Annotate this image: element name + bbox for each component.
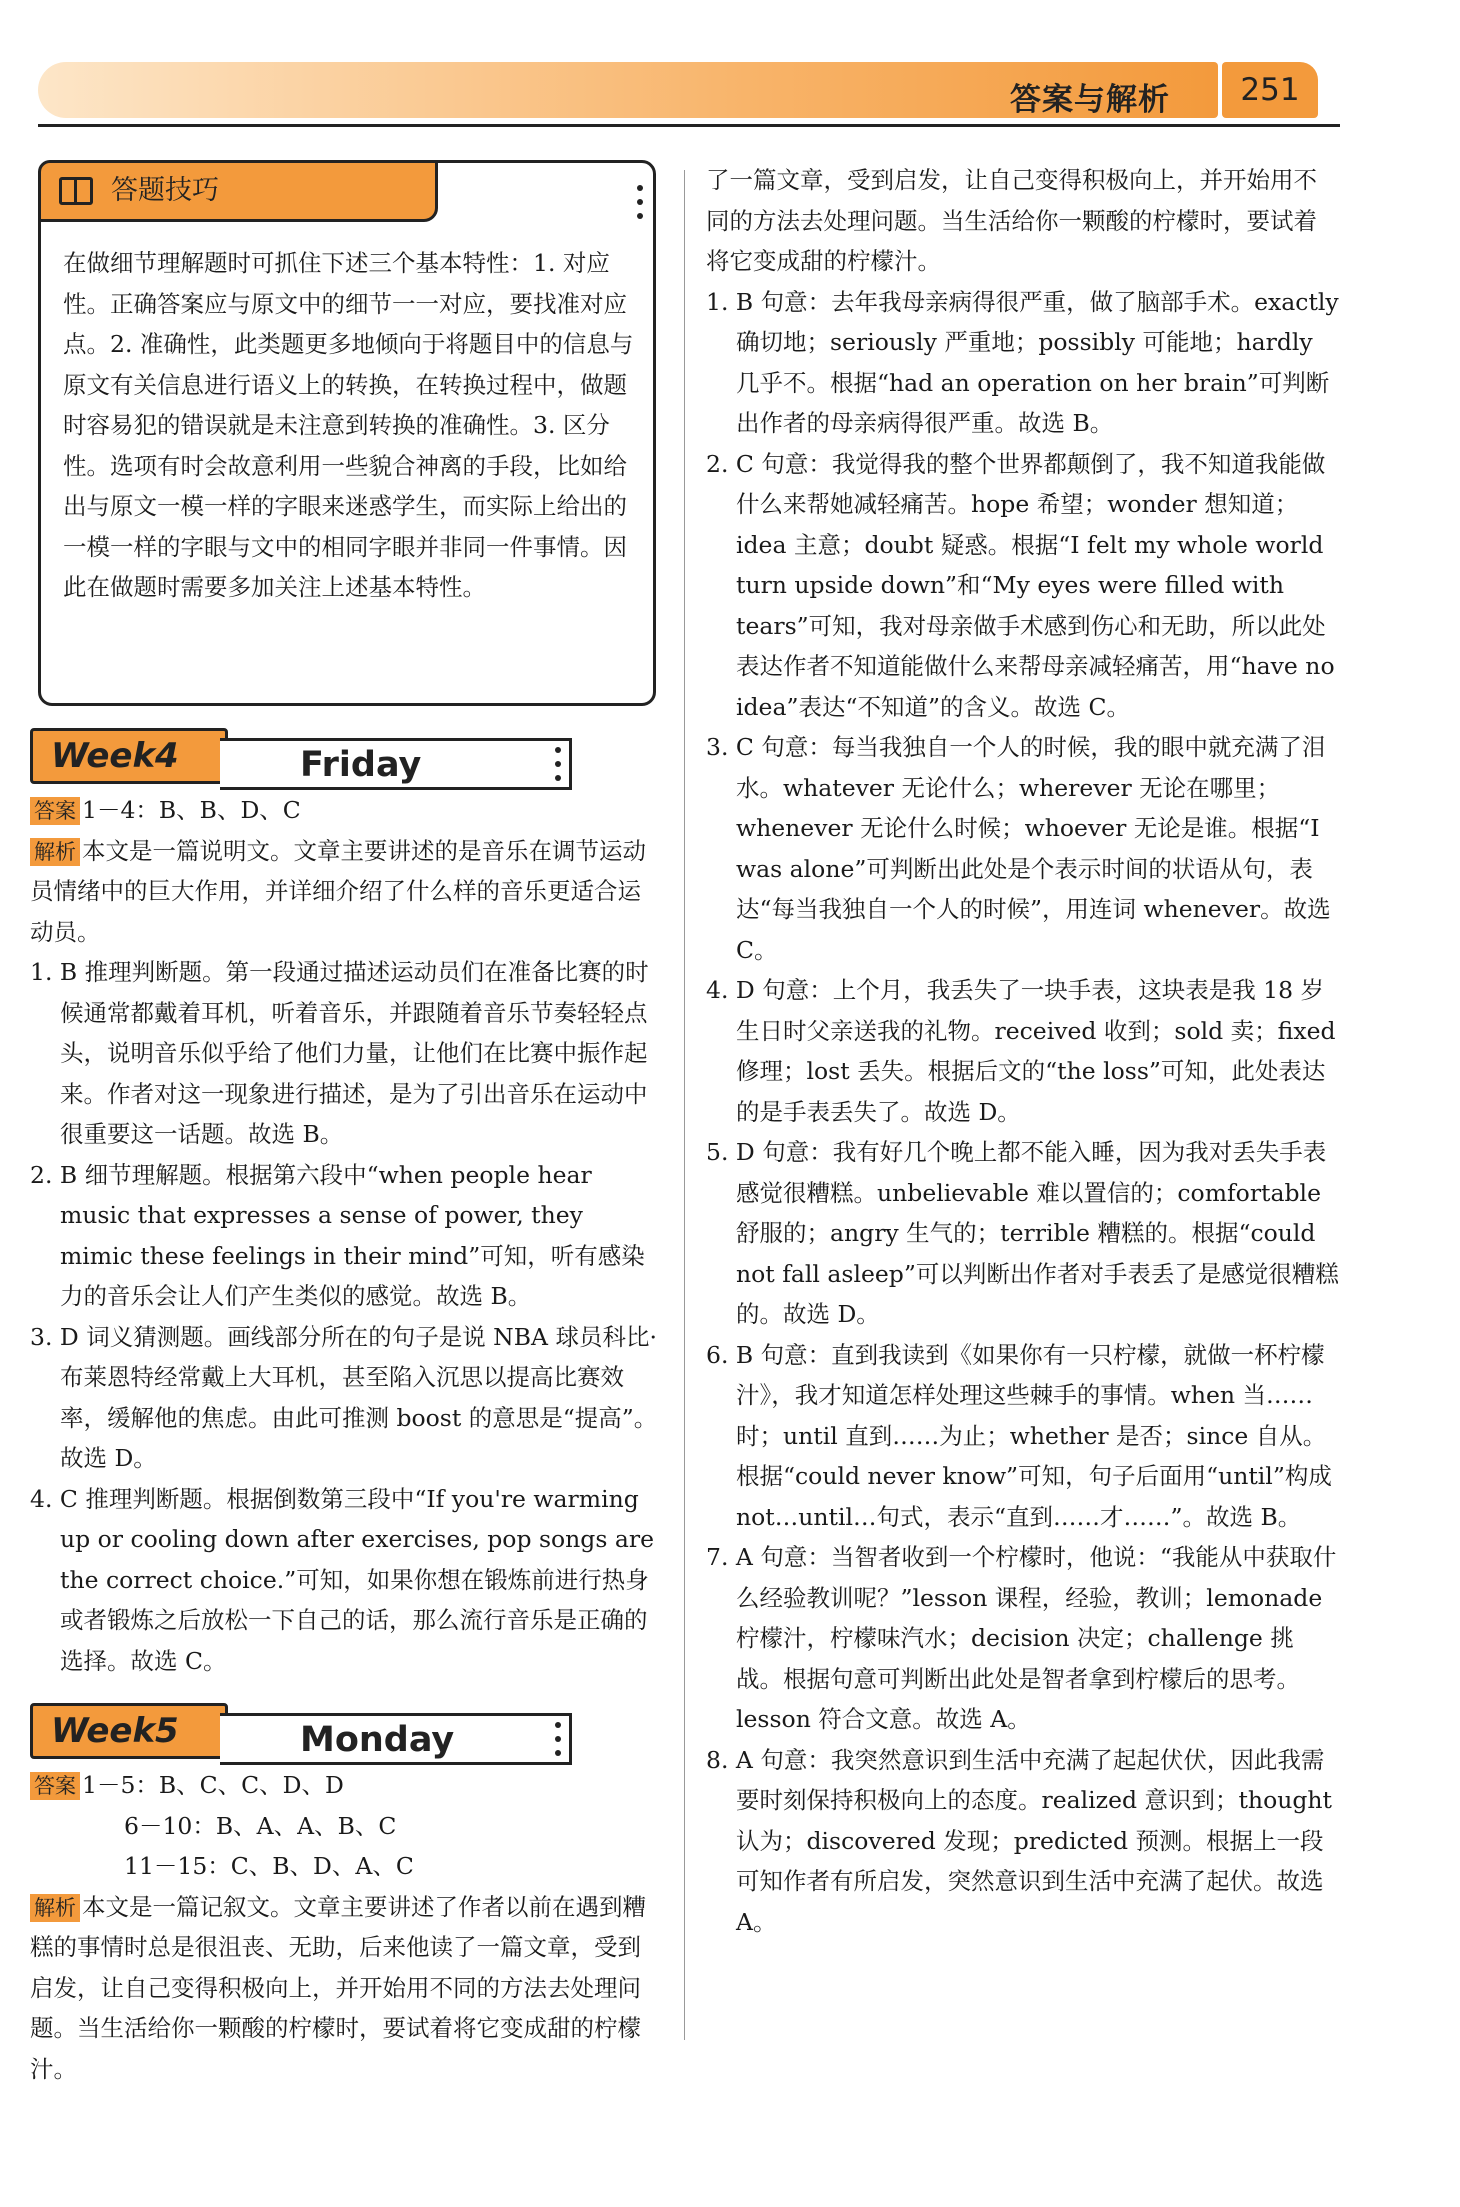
more-dots-icon [555, 747, 561, 787]
right-column [706, 160, 1340, 1942]
analysis-paragraph [30, 831, 662, 953]
answer-values: 6－10：B、A、A、B、C [124, 1811, 397, 1840]
explanation-item: 1. B 推理判断题。第一段通过描述运动员们在准备比赛的时候通常都戴着耳机，听着音乐，并跟随着音乐节奏轻轻点头，说明音乐似乎给了他们力量，让他们在比赛中振作起来。作者对这一现象进行描述，是为了引出音乐在运动中很重要这一话题。故选 B。 [30, 958, 649, 1148]
column-divider [684, 170, 685, 2040]
section-title: 答案与解析 [1010, 82, 1170, 118]
answer-tag: 答案 [30, 1772, 80, 1800]
header-rule [38, 124, 1340, 127]
day-label-box [220, 738, 572, 790]
explanation-item: 6. B 句意：直到我读到《如果你有一只柠檬，就做一杯柠檬汁》，我才知道怎样处理这些棘手的事情。when 当……时；until 直到……为止；whether 是否；since 自从。根据“could never know”可知，句子后面用“until”构成 not…until…句式，表示“直到……才……”。故选 B。 [706, 1340, 1332, 1531]
explanation-item: 1. B 句意：去年我母亲病得很严重，做了脑部手术。exactly 确切地；seriously 严重地；possibly 可能地；hardly 几乎不。根据“had an operation on her brain”可判断出作者的母亲病得很严重。故选 B。 [706, 287, 1339, 437]
more-dots-icon [555, 1722, 561, 1762]
week-tag: Week5 [30, 1703, 228, 1759]
analysis-text: 本文是一篇记叙文。文章主要讲述了作者以前在遇到糟糕的事情时总是很沮丧、无助，后来他读了一篇文章，受到启发，让自己变得积极向上，并开始用不同的方法去处理问题。当生活给你一颗酸的柠檬时，要试着将它变成甜的柠檬汁。 [30, 1892, 646, 2083]
left-column [30, 160, 662, 2083]
week-tag: Week4 [30, 728, 228, 784]
day-label-box [220, 1713, 572, 1765]
week4-header [30, 728, 662, 790]
answer-values: 1－5：B、C、C、D、D [82, 1771, 344, 1799]
answer-values: 11－15：C、B、D、A、C [124, 1852, 414, 1880]
analysis-tag: 解析 [30, 1894, 80, 1922]
answer-tag: 答案 [30, 797, 80, 825]
explanation-item: 4. D 句意：上个月，我丢失了一块手表，这块表是我 18 岁生日时父亲送我的礼物。received 收到；sold 卖；fixed 修理；lost 丢失。根据后文的“the loss”可知，此处表达的是手表丢失了。故选 D。 [706, 976, 1336, 1126]
analysis-continued: 了一篇文章，受到启发，让自己变得积极向上，并开始用不同的方法去处理问题。当生活给你一颗酸的柠檬时，要试着将它变成甜的柠檬汁。 [706, 166, 1317, 275]
tips-tab [38, 160, 438, 222]
explanation-item: 2. C 句意：我觉得我的整个世界都颠倒了，我不知道我能做什么来帮她减轻痛苦。hope 希望；wonder 想知道；idea 主意；doubt 疑惑。根据“I felt my whole world turn upside down”和“My eyes were filled with tears”可知，我对母亲做手术感到伤心和无助，所以此处表达作者不知道能做什么来帮母亲减轻痛苦，用“have no idea”表达“不知道”的含义。故选 C。 [706, 449, 1335, 721]
tips-box [38, 160, 656, 706]
tips-title: 答题技巧 [111, 175, 219, 206]
explanation-item: 7. A 句意：当智者收到一个柠檬时，他说：“我能从中获取什么经验教训呢？”lesson 课程，经验，教训；lemonade 柠檬汁，柠檬味汽水；decision 决定；challenge 挑战。根据句意可判断出此处是智者拿到柠檬后的思考。lesson 符合文意。故选 A。 [706, 1543, 1337, 1733]
explanation-item: 3. D 词义猜测题。画线部分所在的句子是说 NBA 球员科比·布莱恩特经常戴上大耳机，甚至陷入沉思以提高比赛效率，缓解他的焦虑。由此可推测 boost 的意思是“提高”。故选 D。 [30, 1322, 658, 1472]
analysis-text: 本文是一篇说明文。文章主要讲述的是音乐在调节运动员情绪中的巨大作用，并详细介绍了什么样的音乐更适合运动员。 [30, 836, 646, 946]
answer-values: 1－4：B、B、D、C [82, 796, 301, 824]
page-number: 251 [1222, 62, 1318, 118]
explanation-item: 4. C 推理判断题。根据倒数第三段中“If you're warming up or cooling down after exercises, pop songs are the correct choice.”可知，如果你想在锻炼前进行热身或者锻炼之后放松一下自己的话，那么流行音乐是正确的选择。故选 C。 [30, 1484, 655, 1675]
analysis-paragraph [30, 1887, 662, 2083]
analysis-tag: 解析 [30, 838, 80, 866]
explanation-item: 3. C 句意：每当我独自一个人的时候，我的眼中就充满了泪水。whatever 无论什么；wherever 无论在哪里；whenever 无论什么时候；whoever 无论是谁。根据“I was alone”可判断出此处是个表示时间的状语从句，表达“每当我独自一个人的时候”，用连词 whenever。故选 C。 [706, 733, 1331, 964]
answer-line [30, 790, 662, 831]
explanation-item: 8. A 句意：我突然意识到生活中充满了起起伏伏，因此我需要时刻保持积极向上的态度。realized 意识到；thought 认为；discovered 发现；predicted 预测。根据上一段可知作者有所启发，突然意识到生活中充满了起伏。故选 A。 [706, 1745, 1332, 1936]
book-icon [59, 177, 93, 205]
week5-header [30, 1703, 662, 1765]
answer-line [30, 1765, 662, 1806]
day-label: Friday [300, 745, 422, 785]
explanation-item: 5. D 句意：我有好几个晚上都不能入睡，因为我对丢失手表感觉很糟糕。unbelievable 难以置信的；comfortable 舒服的；angry 生气的；terrible 糟糕的。根据“could not fall asleep”可以判断出作者对手表丢了是感觉很糟糕的。故选 D。 [706, 1138, 1339, 1328]
more-dots-icon [637, 185, 643, 225]
tips-text: 在做细节理解题时可抓住下述三个基本特性：1. 对应性。正确答案应与原文中的细节一一对应，要找准对应点。2. 准确性，此类题更多地倾向于将题目中的信息与原文有关信息进行语义上的转换，在转换过程中，做题时容易犯的错误就是未注意到转换的准确性。3. 区分性。选项有时会故意利用一些貌合神离的手段，比如给出与原文一模一样的字眼来迷惑学生，而实际上给出的一模一样的字眼与文中的相同字眼并非同一件事情。因此在做题时需要多加关注上述基本特性。 [63, 249, 634, 601]
day-label: Monday [300, 1720, 455, 1760]
explanation-item: 2. B 细节理解题。根据第六段中“when people hear music that expresses a sense of power, they mimic these feelings in their mind”可知，听有感染力的音乐会让人们产生类似的感觉。故选 B。 [30, 1160, 645, 1310]
